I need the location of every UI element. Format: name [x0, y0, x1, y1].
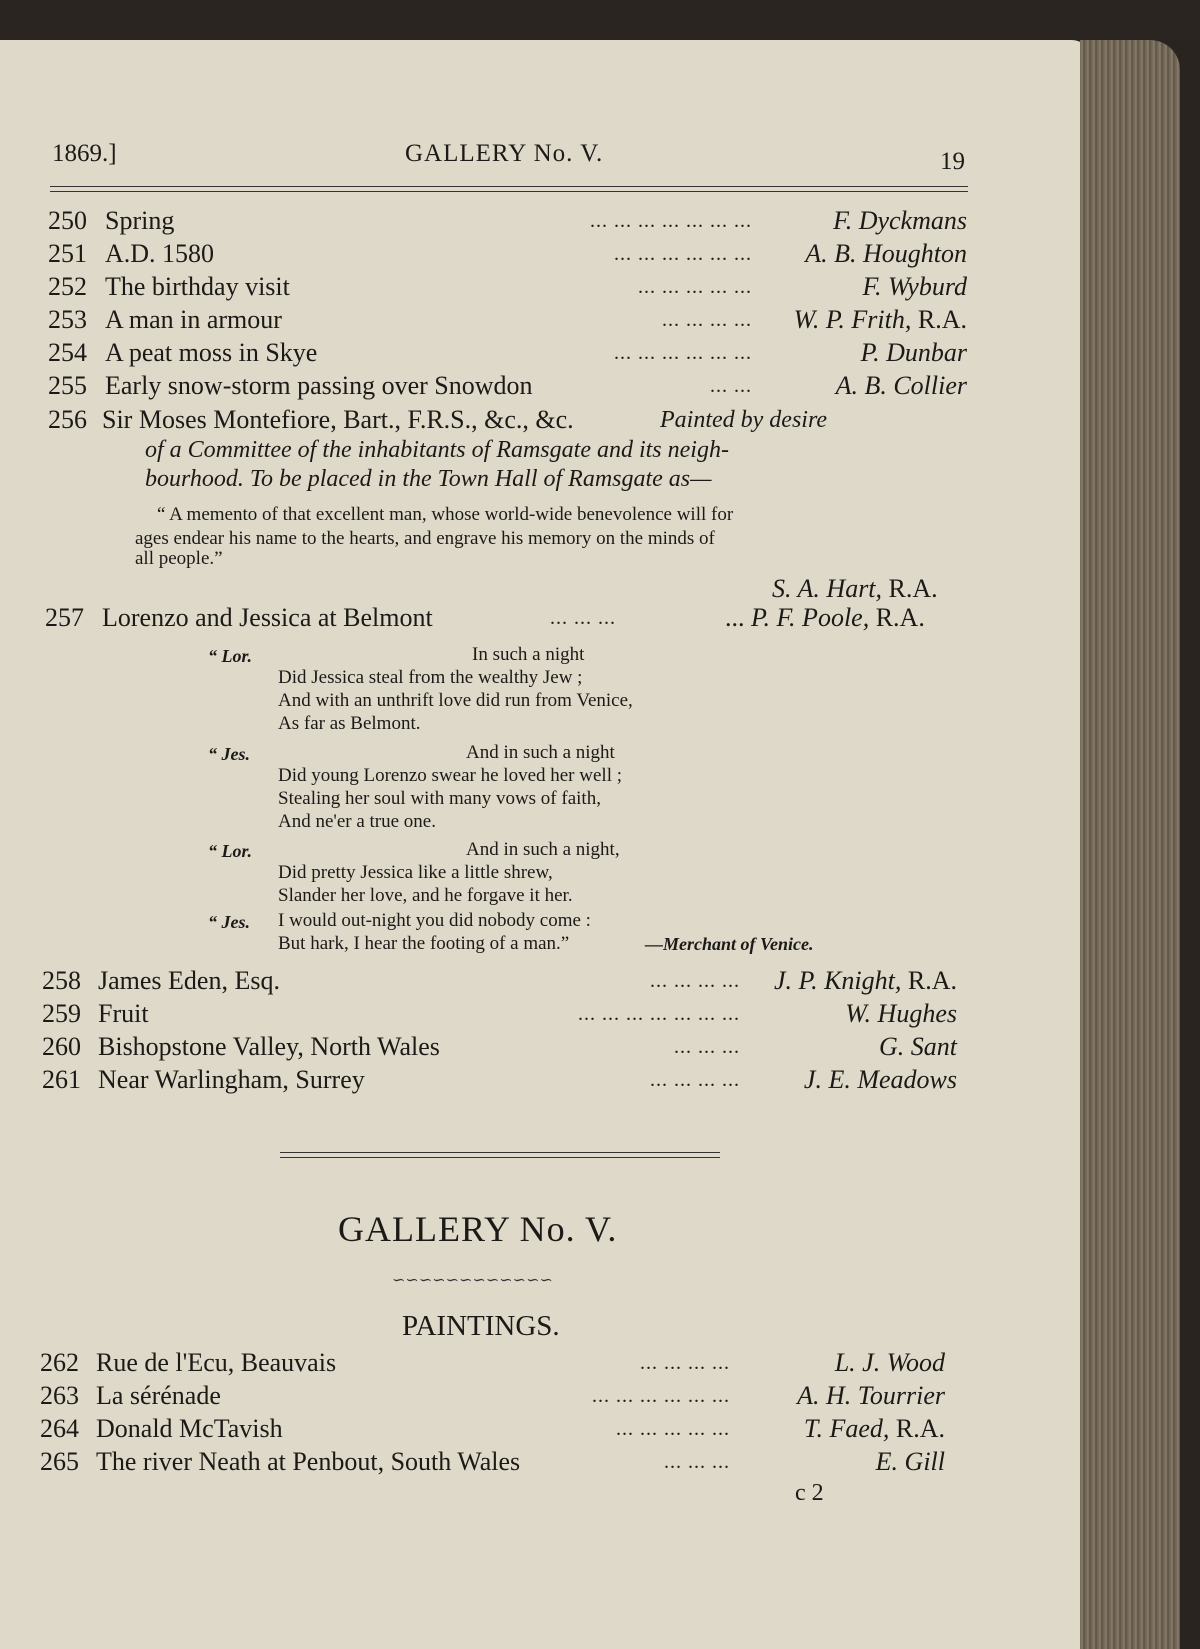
verse-line: And ne'er a true one.: [278, 811, 436, 832]
entry-artist: G. Sant: [879, 1032, 957, 1061]
verse-line: Did pretty Jessica like a little shrew,: [278, 862, 553, 883]
entry-artist: F. Dyckmans: [833, 206, 967, 235]
catalogue-entry-261: [0, 1065, 1000, 1099]
quote-line: all people.”: [135, 548, 223, 569]
leader-dots: ... ... ... ...: [650, 1069, 740, 1091]
catalogue-entry-264: [0, 1414, 1000, 1448]
signature-mark: c 2: [795, 1480, 824, 1506]
verse-line: Did young Lorenzo swear he loved her well ;: [278, 765, 623, 786]
leader-dots: ... ... ... ... ... ...: [614, 342, 752, 364]
verse-line: And with an unthrift love did run from Venice,: [278, 690, 633, 711]
catalogue-entry-265: [0, 1447, 1000, 1481]
leader-dots: ... ... ...: [664, 1451, 730, 1473]
leader-dots: ... ... ... ... ... ... ...: [578, 1003, 740, 1025]
section-rule-2: [280, 1157, 720, 1158]
verse-line: Stealing her soul with many vows of faith,: [278, 788, 601, 809]
verse-line: And in such a night: [466, 742, 615, 763]
entry-title: Spring: [105, 206, 175, 235]
catalogue-entry-263: [0, 1381, 1000, 1415]
entry-number: 253: [48, 305, 87, 334]
entry-artist: ... P. F. Poole, R.A.: [725, 603, 925, 632]
page-edge: [1080, 40, 1180, 1649]
catalogue-entry-257: [0, 603, 1000, 637]
entry-title: Donald McTavish: [96, 1414, 283, 1443]
entry-artist: A. B. Houghton: [805, 239, 967, 268]
entry-artist: F. Wyburd: [862, 272, 967, 301]
catalogue-entry-262: [0, 1348, 1000, 1382]
entry-title: Lorenzo and Jessica at Belmont: [102, 603, 433, 632]
section-title: GALLERY No. V.: [338, 1209, 618, 1249]
entry-title: La sérénade: [96, 1381, 221, 1410]
section-subtitle: PAINTINGS.: [402, 1310, 560, 1342]
leader-dots: ... ... ... ... ... ...: [614, 243, 752, 265]
entry-number: 250: [48, 206, 87, 235]
entry-number: 257: [45, 603, 84, 632]
entry-artist: L. J. Wood: [834, 1348, 945, 1377]
entry-number: 263: [40, 1381, 79, 1410]
leader-dots: ... ... ... ... ...: [638, 276, 752, 298]
catalogue-entry-253: [0, 305, 1000, 339]
entry-artist: A. H. Tourrier: [797, 1381, 945, 1410]
entry-title: Rue de l'Ecu, Beauvais: [96, 1348, 337, 1377]
leader-dots: ... ...: [710, 375, 752, 397]
entry-number: 254: [48, 338, 87, 367]
leader-dots: ... ... ...: [550, 607, 616, 629]
entry-number: 258: [42, 966, 81, 995]
entry-artist: J. P. Knight, R.A.: [774, 966, 957, 995]
verse-line: Did Jessica steal from the wealthy Jew ;: [278, 667, 583, 688]
catalogue-entry-256: [0, 405, 1000, 439]
entry-artist: E. Gill: [875, 1447, 945, 1476]
header-rule-2: [50, 191, 968, 192]
leader-dots: ... ... ... ... ... ...: [592, 1385, 730, 1407]
section-ornament: ∽∽∽∽∽∽∽∽∽∽∽∽: [392, 1272, 553, 1289]
catalogue-entry-260: [0, 1032, 1000, 1066]
entry-number: 255: [48, 371, 87, 400]
entry-number: 265: [40, 1447, 79, 1476]
entry-artist: S. A. Hart, R.A.: [772, 574, 938, 603]
leader-dots: ... ... ... ...: [662, 309, 752, 331]
entry-artist: W. Hughes: [845, 999, 957, 1028]
entry-number: 251: [48, 239, 87, 268]
scan-top-border: [0, 0, 1200, 40]
catalogue-entry-258: [0, 966, 1000, 1000]
entry-title: Bishopstone Valley, North Wales: [98, 1032, 440, 1061]
entry-note: Painted by desire: [660, 407, 828, 433]
entry-note-line: bourhood. To be placed in the Town Hall of Ramsgate as—: [145, 466, 712, 492]
entry-title: Fruit: [98, 999, 149, 1028]
entry-title: A.D. 1580: [105, 239, 215, 268]
entry-artist: A. B. Collier: [835, 371, 967, 400]
entry-title: A man in armour: [105, 305, 282, 334]
entry-number: 260: [42, 1032, 81, 1061]
entry-number: 256: [48, 405, 87, 434]
verse-line: Slander her love, and he forgave it her.: [278, 885, 573, 906]
leader-dots: ... ... ... ...: [650, 970, 740, 992]
verse-speaker: “ Jes.: [208, 744, 250, 764]
header-rule: [50, 186, 968, 187]
verse-line: I would out-night you did nobody come :: [278, 910, 591, 931]
verse-source: —Merchant of Venice.: [645, 934, 814, 954]
entry-number: 264: [40, 1414, 79, 1443]
quote-line: “ A memento of that excellent man, whose world-wide benevolence will for: [157, 504, 734, 525]
entry-number: 261: [42, 1065, 81, 1094]
section-rule: [280, 1152, 720, 1153]
entry-artist: W. P. Frith, R.A.: [793, 305, 967, 334]
quote-line: ages endear his name to the hearts, and engrave his memory on the minds of: [135, 528, 715, 549]
entry-artist: J. E. Meadows: [803, 1065, 957, 1094]
entry-artist: P. Dunbar: [860, 338, 967, 367]
entry-title: A peat moss in Skye: [105, 338, 318, 367]
leader-dots: ... ... ... ...: [640, 1352, 730, 1374]
entry-artist: T. Faed, R.A.: [803, 1414, 945, 1443]
catalogue-entry-252: [0, 272, 1000, 306]
verse-line: But hark, I hear the footing of a man.”: [278, 933, 570, 954]
verse-speaker: “ Lor.: [208, 841, 253, 861]
page-number: 19: [940, 148, 965, 175]
catalogue-entry-259: [0, 999, 1000, 1033]
entry-note-line: of a Committee of the inhabitants of Ramsgate and its neigh-: [145, 437, 729, 463]
header-title: GALLERY No. V.: [405, 140, 604, 167]
entry-title: The river Neath at Penbout, South Wales: [96, 1447, 521, 1476]
catalogue-entry-250: [0, 206, 1000, 240]
leader-dots: ... ... ... ... ... ... ...: [590, 210, 752, 232]
catalogue-entry-251: [0, 239, 1000, 273]
header-year: 1869.]: [52, 140, 117, 167]
verse-line: In such a night: [472, 644, 585, 665]
entry-title: James Eden, Esq.: [98, 966, 280, 995]
entry-title: Sir Moses Montefiore, Bart., F.R.S., &c., &c.: [102, 405, 574, 434]
catalogue-entry-254: [0, 338, 1000, 372]
leader-dots: ... ... ...: [674, 1036, 740, 1058]
verse-speaker: “ Jes.: [208, 912, 250, 932]
entry-number: 262: [40, 1348, 79, 1377]
catalogue-entry-255: [0, 371, 1000, 405]
leader-dots: ... ... ... ... ...: [616, 1418, 730, 1440]
entry-number: 252: [48, 272, 87, 301]
entry-title: Early snow-storm passing over Snowdon: [105, 371, 533, 400]
verse-line: And in such a night,: [466, 839, 620, 860]
entry-title: Near Warlingham, Surrey: [98, 1065, 365, 1094]
entry-title: The birthday visit: [105, 272, 290, 301]
verse-line: As far as Belmont.: [278, 713, 421, 734]
verse-speaker: “ Lor.: [208, 646, 253, 666]
entry-number: 259: [42, 999, 81, 1028]
